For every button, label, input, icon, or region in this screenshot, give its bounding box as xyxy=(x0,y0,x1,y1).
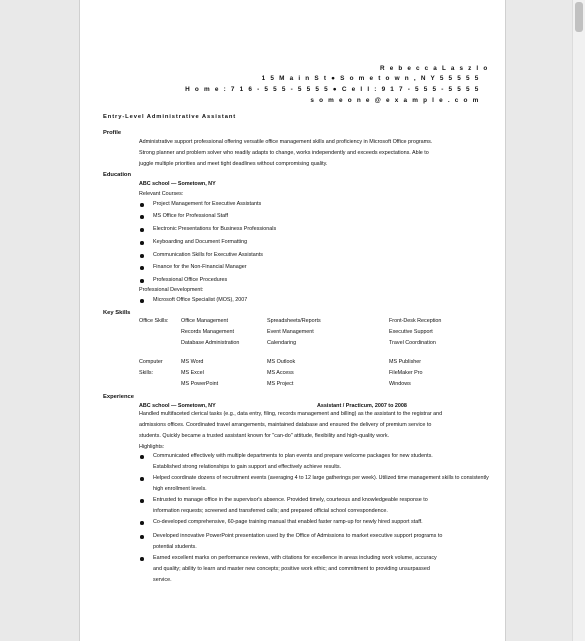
office-skills-label: Office Skills: xyxy=(139,318,169,324)
skill-cell: Event Management xyxy=(267,329,314,335)
skills-heading: Key Skills xyxy=(103,310,131,316)
profile-heading: Profile xyxy=(103,130,122,136)
experience-summary-line: admissions offices. Coordinated travel arrangements, maintained database and ensured the delivery of premium service to xyxy=(139,422,432,428)
highlights-label: Highlights: xyxy=(139,444,165,450)
computer-skills-label: Computer xyxy=(139,359,163,365)
skill-cell: MS Project xyxy=(267,381,294,387)
development-label: Professional Development: xyxy=(139,287,204,293)
courses-label: Relevant Courses: xyxy=(139,191,184,197)
highlight-line: Earned excellent marks on performance reviews, with citations for excellence in areas including work volume, accuracy xyxy=(153,555,437,561)
skill-cell: Executive Support xyxy=(389,329,433,335)
scrollbar-thumb[interactable] xyxy=(575,2,583,32)
course-item: Professional Office Procedures xyxy=(153,277,228,283)
skill-cell: MS Publisher xyxy=(389,359,422,365)
development-item: Microsoft Office Specialist (MOS), 2007 xyxy=(153,297,248,303)
resume-name: R e b e c c a L a s z l o xyxy=(380,65,490,72)
skill-cell: FileMaker Pro xyxy=(389,370,423,376)
highlight-line: and quality; ability to learn and master new concepts; positive work ethic; and commitment to providing unsurpassed xyxy=(153,566,430,572)
highlight-line: service. xyxy=(153,577,172,583)
education-school: ABC school — Sometown, NY xyxy=(139,181,216,187)
skill-cell: Office Management xyxy=(181,318,228,324)
profile-line: juggle multiple priorities and meet tight deadlines without compromising quality. xyxy=(139,161,328,167)
highlight-line: Communicated effectively with multiple departments to plan events and prepare welcome packages for new students. xyxy=(153,453,433,459)
bullet xyxy=(140,215,144,219)
skill-cell: Spreadsheets/Reports xyxy=(267,318,321,324)
vertical-scrollbar[interactable] xyxy=(572,0,585,641)
highlight-line: Co-developed comprehensive, 60-page training manual that enabled faster ramp-up for newly hired support staff. xyxy=(153,519,423,525)
bullet xyxy=(140,254,144,258)
highlight-line: Helped coordinate dozens of recruitment events (averaging 4 to 12 large gatherings per week). Utilized time management skills to consistently xyxy=(153,475,489,481)
bullet xyxy=(140,279,144,283)
bullet xyxy=(140,228,144,232)
highlight-line: information requests; screened and transferred calls; and prepared official school correspondence. xyxy=(153,508,388,514)
skill-cell: Database Administration xyxy=(181,340,240,346)
skill-cell: Calendaring xyxy=(267,340,297,346)
highlight-line: potential students. xyxy=(153,544,197,550)
experience-summary-line: Handled multifaceted clerical tasks (e.g., data entry, filing, records management and billing) as the assistant to the registrar and xyxy=(139,411,443,417)
bullet xyxy=(140,521,144,525)
bullet xyxy=(140,241,144,245)
education-heading: Education xyxy=(103,172,132,178)
computer-skills-label: Skills: xyxy=(139,370,154,376)
skill-cell: MS Excel xyxy=(181,370,204,376)
skill-cell: MS Access xyxy=(267,370,294,376)
skill-cell: Travel Coordination xyxy=(389,340,436,346)
bullet xyxy=(140,535,144,539)
resume-address: 1 5 M a i n S t ● S o m e t o w n , N Y 5 5 5 5 5 xyxy=(261,75,480,82)
experience-school: ABC school — Sometown, NY xyxy=(139,403,216,409)
course-item: Keyboarding and Document Formatting xyxy=(153,239,248,245)
course-item: Finance for the Non-Financial Manager xyxy=(153,264,247,270)
highlight-line: Developed innovative PowerPoint presentation used by the Office of Admissions to market executive support programs to xyxy=(153,533,443,539)
bullet xyxy=(140,455,144,459)
experience-heading: Experience xyxy=(103,394,134,400)
resume-page xyxy=(80,0,505,641)
resume-phones: H o m e : 7 1 6 - 5 5 5 - 5 5 5 5 ● C e l l : 9 1 7 - 5 5 5 - 5 5 5 5 xyxy=(185,86,480,93)
experience-role: Assistant / Practicum, 2007 to 2008 xyxy=(317,403,407,409)
highlight-line: Established strong relationships to gain support and effectively achieve results. xyxy=(153,464,342,470)
bullet xyxy=(140,557,144,561)
skill-cell: MS Word xyxy=(181,359,204,365)
skill-cell: Records Management xyxy=(181,329,235,335)
course-item: MS Office for Professional Staff xyxy=(153,213,229,219)
highlight-line: Entrusted to manage office in the supervisor's absence. Provided timely, courteous and knowledgeable response to xyxy=(153,497,428,503)
course-item: Communication Skills for Executive Assistants xyxy=(153,252,263,258)
bullet xyxy=(140,499,144,503)
course-item: Project Management for Executive Assistants xyxy=(153,201,262,207)
skill-cell: Windows xyxy=(389,381,411,387)
experience-summary-line: students. Quickly became a trusted assistant known for "can-do" attitude, flexibility and high-quality work. xyxy=(139,433,390,439)
resume-email[interactable]: s o m e o n e @ e x a m p l e . c o m xyxy=(310,97,480,104)
profile-line: Administrative support professional offering versatile office management skills and proficiency in Microsoft Office programs. xyxy=(139,139,433,145)
skill-cell: MS Outlook xyxy=(267,359,296,365)
bullet xyxy=(140,203,144,207)
profile-line: Strong planner and problem solver who readily adapts to change, works independently and exceeds expectations. Able to xyxy=(139,150,429,156)
bullet xyxy=(140,299,144,303)
highlight-line: high enrollment levels. xyxy=(153,486,207,492)
course-item: Electronic Presentations for Business Professionals xyxy=(153,226,277,232)
bullet xyxy=(140,477,144,481)
objective-title: Entry-Level Administrative Assistant xyxy=(103,114,237,120)
bullet xyxy=(140,266,144,270)
skill-cell: Front-Desk Reception xyxy=(389,318,442,324)
skill-cell: MS PowerPoint xyxy=(181,381,219,387)
